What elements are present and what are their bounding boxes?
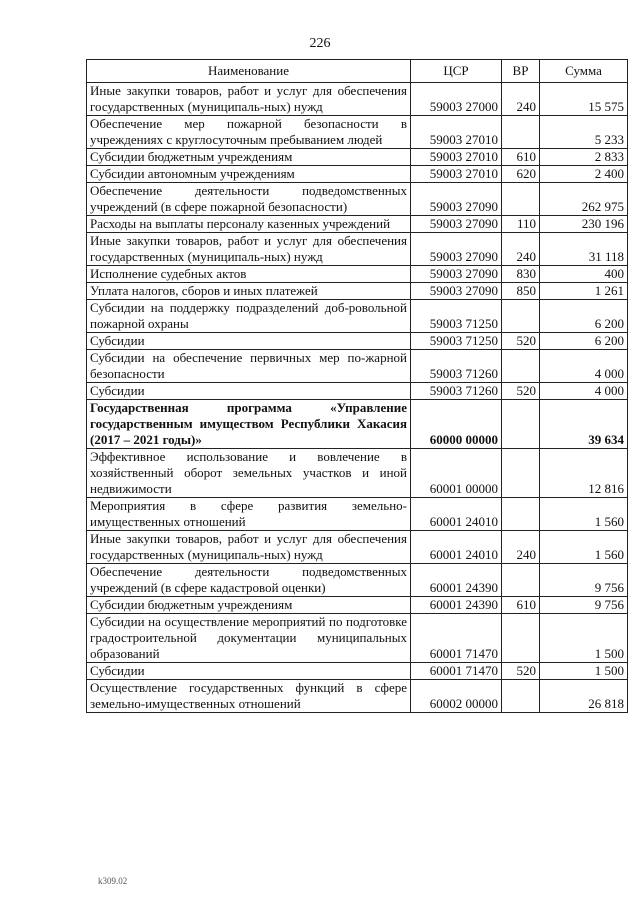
cell-sum: 2 833 [540, 149, 628, 166]
cell-csr: 59003 27090 [411, 216, 502, 233]
cell-sum: 6 200 [540, 300, 628, 333]
cell-vr: 610 [502, 597, 540, 614]
cell-csr: 60001 00000 [411, 449, 502, 498]
header-csr: ЦСР [411, 60, 502, 83]
footer-code: k309.02 [98, 876, 128, 886]
table-row [87, 183, 628, 216]
cell-sum: 1 261 [540, 283, 628, 300]
cell-sum: 230 196 [540, 216, 628, 233]
cell-vr [502, 116, 540, 149]
cell-name: Субсидии автономным учреждениям [87, 166, 411, 183]
table-row [87, 597, 628, 614]
cell-csr: 60001 71470 [411, 663, 502, 680]
table-row [87, 400, 628, 449]
cell-name: Субсидии [87, 383, 411, 400]
cell-csr: 59003 71250 [411, 300, 502, 333]
page-number: 226 [309, 36, 331, 51]
table-row [87, 333, 628, 350]
cell-csr: 59003 27010 [411, 116, 502, 149]
cell-name: Субсидии [87, 333, 411, 350]
cell-vr: 240 [502, 233, 540, 266]
cell-name: Обеспечение деятельности подведомственных учреждений (в сфере кадастровой оценки) [87, 564, 411, 597]
cell-vr [502, 350, 540, 383]
cell-csr: 59003 71260 [411, 350, 502, 383]
cell-name: Обеспечение деятельности подведомственных учреждений (в сфере пожарной безопасности) [87, 183, 411, 216]
cell-vr [502, 300, 540, 333]
budget-table [86, 59, 628, 713]
cell-sum: 15 575 [540, 83, 628, 116]
cell-csr: 60001 24390 [411, 564, 502, 597]
table-row [87, 383, 628, 400]
cell-csr: 59003 71260 [411, 383, 502, 400]
cell-vr: 520 [502, 333, 540, 350]
table-row [87, 166, 628, 183]
cell-vr: 850 [502, 283, 540, 300]
table-row [87, 216, 628, 233]
table-row [87, 283, 628, 300]
table-row [87, 680, 628, 713]
cell-sum: 9 756 [540, 564, 628, 597]
cell-vr: 520 [502, 383, 540, 400]
cell-csr: 59003 71250 [411, 333, 502, 350]
cell-csr: 60002 00000 [411, 680, 502, 713]
cell-csr: 60001 24010 [411, 498, 502, 531]
table-row [87, 266, 628, 283]
cell-vr [502, 449, 540, 498]
table-row [87, 233, 628, 266]
cell-vr: 240 [502, 83, 540, 116]
cell-sum: 9 756 [540, 597, 628, 614]
cell-csr: 59003 27010 [411, 149, 502, 166]
cell-name: Субсидии на поддержку подразделений доб-ровольной пожарной охраны [87, 300, 411, 333]
cell-sum: 4 000 [540, 383, 628, 400]
cell-csr: 60000 00000 [411, 400, 502, 449]
table-row [87, 300, 628, 333]
cell-name: Эффективное использование и вовлечение в хозяйственный оборот земельных участков и иной недвижимости [87, 449, 411, 498]
cell-csr: 60001 24390 [411, 597, 502, 614]
cell-csr: 59003 27090 [411, 283, 502, 300]
cell-name: Государственная программа «Управление государственным имуществом Республики Хакасия (2017 – 2021 годы)» [87, 400, 411, 449]
cell-name: Субсидии бюджетным учреждениям [87, 597, 411, 614]
table-row [87, 614, 628, 663]
cell-name: Иные закупки товаров, работ и услуг для обеспечения государственных (муниципаль-ных) нужд [87, 531, 411, 564]
cell-sum: 5 233 [540, 116, 628, 149]
cell-sum: 2 400 [540, 166, 628, 183]
cell-vr: 620 [502, 166, 540, 183]
cell-name: Расходы на выплаты персоналу казенных учреждений [87, 216, 411, 233]
cell-sum: 1 500 [540, 663, 628, 680]
table-row [87, 116, 628, 149]
cell-sum: 1 500 [540, 614, 628, 663]
cell-vr [502, 614, 540, 663]
cell-name: Обеспечение мер пожарной безопасности в учреждениях с круглосуточным пребыванием людей [87, 116, 411, 149]
cell-csr: 60001 71470 [411, 614, 502, 663]
cell-name: Субсидии [87, 663, 411, 680]
table-row [87, 83, 628, 116]
cell-csr: 59003 27090 [411, 233, 502, 266]
cell-csr: 59003 27090 [411, 266, 502, 283]
cell-vr: 610 [502, 149, 540, 166]
table-row [87, 564, 628, 597]
cell-vr: 830 [502, 266, 540, 283]
cell-sum: 39 634 [540, 400, 628, 449]
cell-name: Субсидии на осуществление мероприятий по подготовке градостроительной документации муниципальных образований [87, 614, 411, 663]
table-row [87, 498, 628, 531]
cell-name: Исполнение судебных актов [87, 266, 411, 283]
table-row [87, 663, 628, 680]
cell-name: Осуществление государственных функций в сфере земельно-имущественных отношений [87, 680, 411, 713]
cell-sum: 400 [540, 266, 628, 283]
cell-vr [502, 183, 540, 216]
cell-csr: 59003 27000 [411, 83, 502, 116]
cell-sum: 262 975 [540, 183, 628, 216]
cell-sum: 1 560 [540, 498, 628, 531]
header-sum: Сумма [540, 60, 628, 83]
cell-name: Субсидии бюджетным учреждениям [87, 149, 411, 166]
cell-sum: 6 200 [540, 333, 628, 350]
cell-vr [502, 680, 540, 713]
table-header-row [87, 60, 628, 83]
cell-vr [502, 498, 540, 531]
header-vr: ВР [502, 60, 540, 83]
cell-csr: 59003 27010 [411, 166, 502, 183]
cell-name: Субсидии на обеспечение первичных мер по-жарной безопасности [87, 350, 411, 383]
cell-vr: 240 [502, 531, 540, 564]
cell-sum: 12 816 [540, 449, 628, 498]
cell-sum: 31 118 [540, 233, 628, 266]
cell-name: Иные закупки товаров, работ и услуг для обеспечения государственных (муниципаль-ных) нужд [87, 83, 411, 116]
cell-name: Иные закупки товаров, работ и услуг для обеспечения государственных (муниципаль-ных) нужд [87, 233, 411, 266]
table-row [87, 449, 628, 498]
cell-sum: 26 818 [540, 680, 628, 713]
cell-vr [502, 564, 540, 597]
cell-name: Мероприятия в сфере развития земельно-имущественных отношений [87, 498, 411, 531]
cell-csr: 59003 27090 [411, 183, 502, 216]
table-row [87, 149, 628, 166]
header-name: Наименование [87, 60, 411, 83]
cell-sum: 1 560 [540, 531, 628, 564]
cell-vr: 110 [502, 216, 540, 233]
table-row [87, 350, 628, 383]
cell-vr: 520 [502, 663, 540, 680]
table-row [87, 531, 628, 564]
cell-vr [502, 400, 540, 449]
cell-name: Уплата налогов, сборов и иных платежей [87, 283, 411, 300]
cell-csr: 60001 24010 [411, 531, 502, 564]
cell-sum: 4 000 [540, 350, 628, 383]
